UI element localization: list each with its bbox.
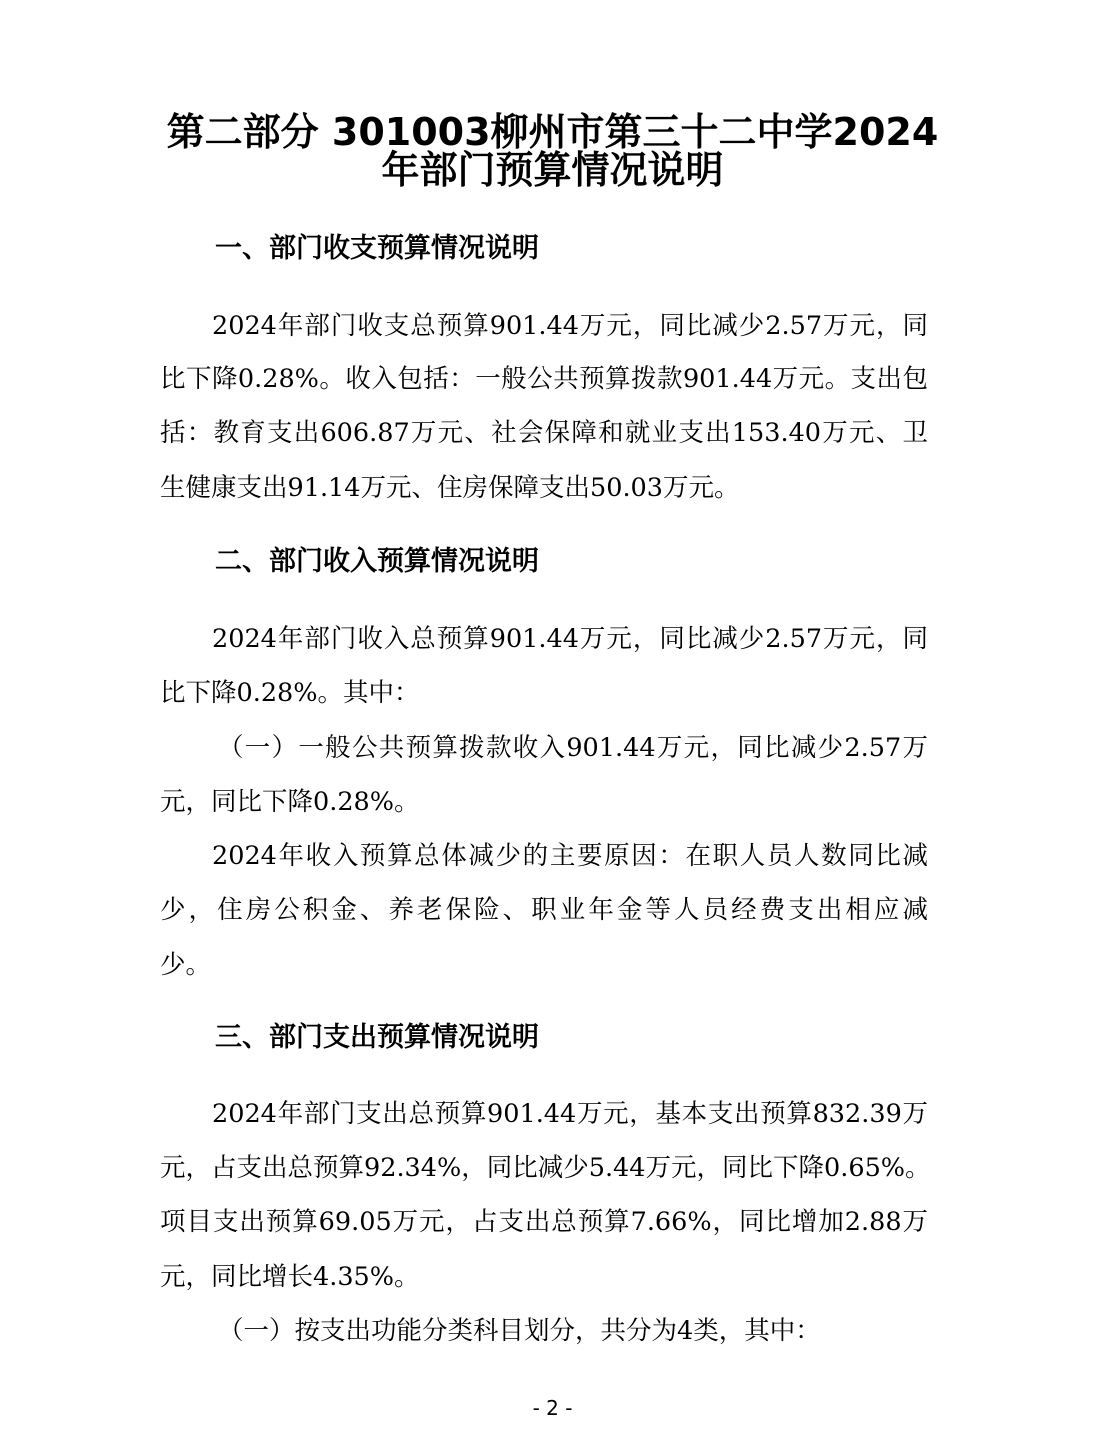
- section-3-line: 元，同比增长4.35%。: [160, 1262, 420, 1292]
- document-title-line-2: 年部门预算情况说明: [381, 148, 724, 192]
- section-2-line: （一）一般公共预算拨款收入901.44万元，同比减少2.57万: [218, 733, 928, 763]
- section-2-heading: 二、部门收入预算情况说明: [215, 546, 539, 577]
- section-1-heading: 一、部门收支预算情况说明: [215, 233, 539, 264]
- section-3-line: （一）按支出功能分类科目划分，共分为4类，其中：: [218, 1316, 821, 1346]
- section-3-line: 2024年部门支出总预算901.44万元，基本支出预算832.39万: [212, 1099, 928, 1129]
- section-2-line: 2024年部门收入总预算901.44万元，同比减少2.57万元，同: [212, 624, 928, 654]
- section-1-line: 生健康支出91.14万元、住房保障支出50.03万元。: [160, 473, 740, 503]
- document-title-line-1: 第二部分 301003柳州市第三十二中学2024: [166, 110, 939, 154]
- section-3-line: 元，占支出总预算92.34%，同比减少5.44万元，同比下降0.65%。: [160, 1153, 931, 1183]
- section-3-heading: 三、部门支出预算情况说明: [215, 1022, 539, 1053]
- section-2-line: 少，住房公积金、养老保险、职业年金等人员经费支出相应减: [160, 895, 928, 925]
- section-1-line: 比下降0.28%。收入包括：一般公共预算拨款901.44万元。支出包: [160, 364, 928, 394]
- section-3-line: 项目支出预算69.05万元，占支出总预算7.66%，同比增加2.88万: [160, 1207, 928, 1237]
- section-2-line: 比下降0.28%。其中：: [160, 678, 420, 708]
- section-2-line: 2024年收入预算总体减少的主要原因：在职人员人数同比减: [212, 841, 928, 871]
- section-1-line: 2024年部门收支总预算901.44万元，同比减少2.57万元，同: [212, 311, 928, 341]
- section-1-line: 括：教育支出606.87万元、社会保障和就业支出153.40万元、卫: [160, 418, 928, 448]
- section-2-line: 少。: [160, 950, 212, 980]
- page-number: - 2 -: [532, 1396, 573, 1420]
- section-2-line: 元，同比下降0.28%。: [160, 787, 420, 817]
